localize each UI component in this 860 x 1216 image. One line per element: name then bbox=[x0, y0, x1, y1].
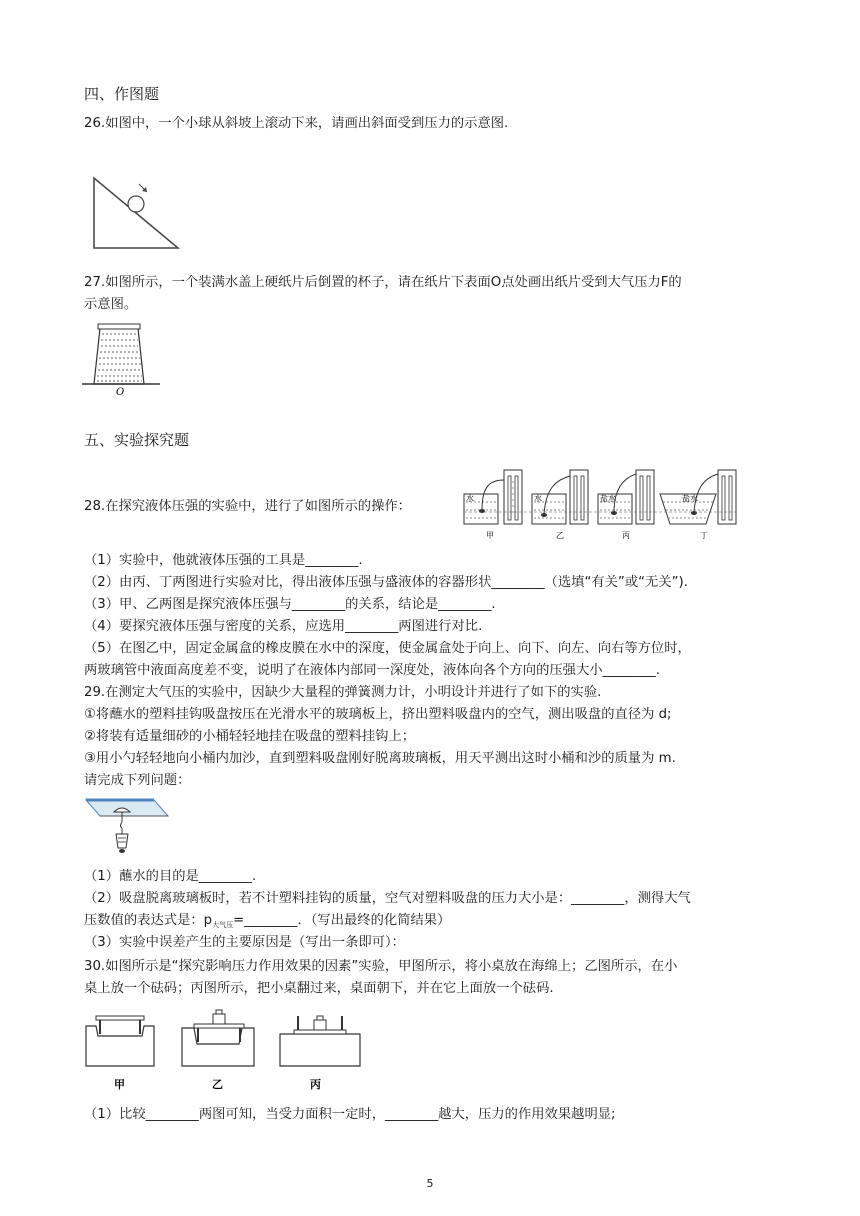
q28-intro: 28.在探究液体压强的实验中，进行了如图所示的操作： bbox=[84, 499, 411, 514]
q28-item-2: （2）由丙、丁两图进行实验对比，得出液体压强与盛液体的容器形状________（选填“有关”或“无关”). bbox=[84, 575, 688, 590]
q28-item-1: （1）实验中，他就液体压强的工具是________. bbox=[84, 553, 363, 568]
incline-ball-figure bbox=[90, 174, 184, 252]
q29-step-1: ①将蘸水的塑料挂钩吸盘按压在光滑水平的玻璃板上，挤出塑料吸盘内的空气，测出吸盘的直径为 d; bbox=[84, 707, 672, 722]
page-number: 5 bbox=[426, 1177, 434, 1190]
q28-item-4: （4）要探究液体压强与密度的关系，应选用________两图进行对比. bbox=[84, 619, 483, 634]
q28-item-5-cont: 两玻璃管中液面高度差不变，说明了在液体内部同一深度处，液体向各个方向的压强大小________. bbox=[84, 663, 660, 678]
q29-intro: 29.在测定大气压的实验中，因缺少大量程的弹簧测力计，小明设计并进行了如下的实验. bbox=[84, 685, 602, 700]
q29-formula-sub: 大气压 bbox=[212, 921, 234, 929]
fig-label-bing: 丙 bbox=[622, 531, 630, 540]
sponge-bing bbox=[280, 1016, 360, 1066]
q29-item-3: （3）实验中误差产生的主要原因是（写出一条即可）： bbox=[84, 935, 405, 950]
q29-step-2: ②将装有适量细砂的小桶轻轻地挂在吸盘的塑料挂钩上； bbox=[84, 729, 416, 744]
sponge-yi bbox=[182, 1010, 254, 1066]
fig-label-yi: 乙 bbox=[556, 531, 564, 540]
q27-line1: 27.如图所示，一个装满水盖上硬纸片后倒置的杯子，请在纸片下表面O点处画出纸片受到大气压力F的 bbox=[84, 275, 682, 290]
fig-label-ding: 丁 bbox=[700, 531, 708, 540]
section-title-drawing: 四、作图题 bbox=[84, 85, 160, 103]
q29-item-1: （1）蘸水的目的是________. bbox=[84, 869, 257, 884]
section-title-experiment: 五、实验探究题 bbox=[84, 431, 190, 449]
q29-item-2: （2）吸盘脱离玻璃板时，若不计塑料挂钩的质量，空气对塑料吸盘的压力大小是：________，测得大气 bbox=[84, 891, 691, 906]
q29-step-3: ③用小勺轻轻地向小桶内加沙，直到塑料吸盘刚好脱离玻璃板，用天平测出这时小桶和沙的质量为 m. bbox=[84, 751, 676, 766]
q30-item-1: （1）比较________两图可知，当受力面积一定时，________越大，压力的作用效果越明显; bbox=[84, 1107, 616, 1122]
q27-line2: 示意图。 bbox=[84, 297, 138, 312]
sponge-label-jia: 甲 bbox=[114, 1078, 125, 1091]
q29-prompt: 请完成下列问题： bbox=[84, 773, 191, 788]
sponge-table-figure bbox=[84, 1006, 366, 1094]
setup-ding bbox=[660, 470, 736, 524]
q29-item-2-cont bbox=[84, 912, 450, 931]
sponge-label-bing: 丙 bbox=[310, 1078, 321, 1091]
q26-text: 26.如图中，一个小球从斜坡上滚动下来，请画出斜面受到压力的示意图. bbox=[84, 116, 509, 131]
q28-item-3: （3）甲、乙两图是探究液体压强与________的关系，结论是________. bbox=[84, 597, 496, 612]
liquid-label-ding: 盐水 bbox=[682, 494, 698, 503]
fig-label-jia: 甲 bbox=[486, 531, 494, 540]
sponge-jia bbox=[86, 1016, 154, 1066]
q29-formula-post: =________．（写出最终的化简结果） bbox=[233, 913, 451, 928]
inverted-cup-figure bbox=[80, 320, 162, 396]
liquid-label-jia: 水 bbox=[466, 494, 474, 503]
liquid-pressure-figure bbox=[460, 466, 744, 542]
q30-line1: 30.如图所示是“探究影响压力作用效果的因素”实验，甲图所示，将小桌放在海绵上；乙图所示，在小 bbox=[84, 959, 678, 974]
liquid-label-bing: 盐水 bbox=[600, 494, 616, 503]
q28-item-5: （5）在图乙中，固定金属盒的橡皮膜在水中的深度，使金属盒处于向上、向下、向左、向右等方位时， bbox=[84, 641, 691, 656]
liquid-label-yi: 水 bbox=[534, 494, 542, 503]
point-o-label: O bbox=[116, 387, 125, 396]
suction-cup-figure bbox=[84, 794, 170, 860]
sponge-label-yi: 乙 bbox=[212, 1078, 223, 1091]
q30-line2: 桌上放一个砝码；丙图所示，把小桌翻过来，桌面朝下，并在它上面放一个砝码. bbox=[84, 981, 554, 996]
q29-formula-pre: 压数值的表达式是：p bbox=[84, 913, 213, 928]
